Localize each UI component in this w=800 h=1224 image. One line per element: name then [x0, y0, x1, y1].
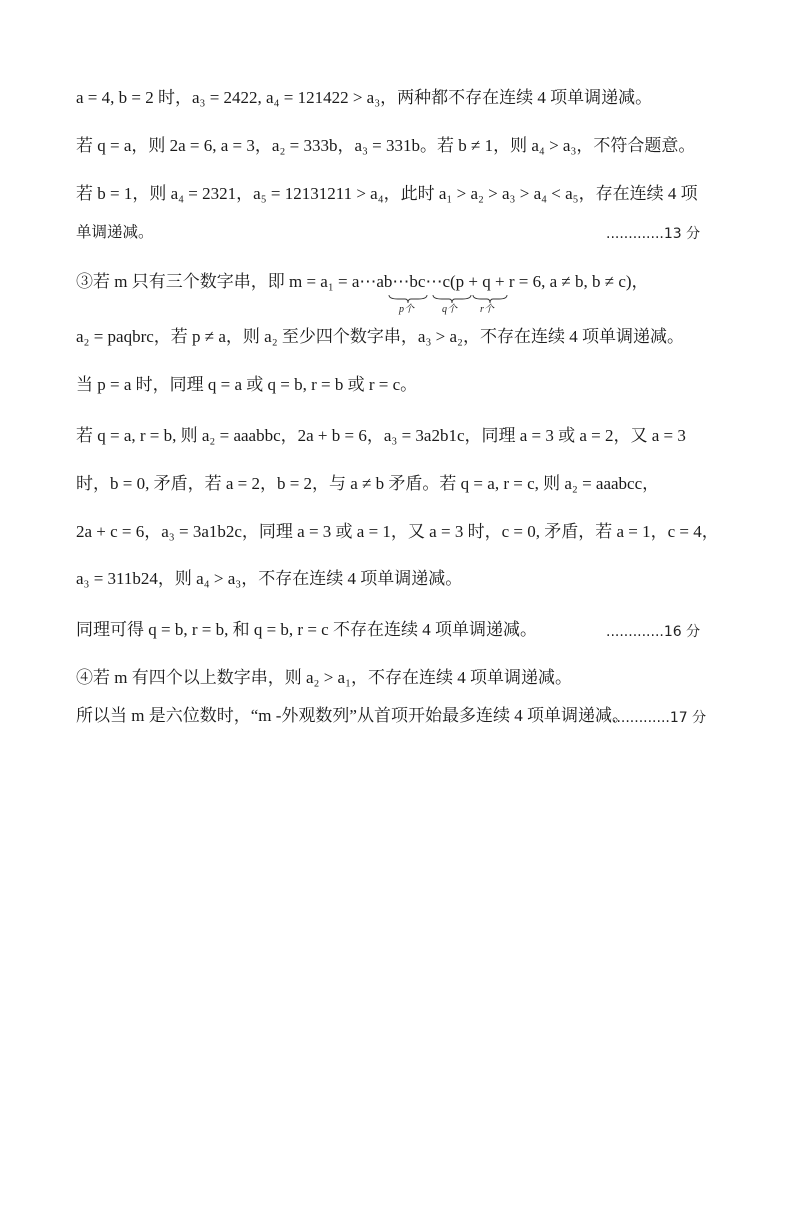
- underbrace-label-p: p个: [399, 304, 414, 315]
- text-line-5: ③若 m 只有三个数字串，即 m = a₁ = a⋯ab⋯bc⋯c(p + q + r = 6, a ≠ b, b ≠ c)，: [76, 272, 649, 291]
- text-line-7: 当 p = a 时，同理 q = a 或 q = b, r = b 或 r = c。: [76, 375, 418, 394]
- text-line-14: 所以当 m 是六位数时，“m -外观数列”从首项开始最多连续 4 项单调递减。: [76, 706, 629, 725]
- text-line-3: 若 b = 1，则 a₄ = 2321，a₅ = 12131211 > a₄，此时 a₁ > a₂ > a₃ > a₄ < a₅，存在连续 4 项: [76, 184, 698, 203]
- score-13: .............13 分: [606, 226, 701, 242]
- text-line-10: 2a + c = 6，a₃ = 3a1b2c，同理 a = 3 或 a = 1，又 a = 3 时，c = 0, 矛盾，若 a = 1，c = 4，: [76, 522, 719, 541]
- text-line-11: a₃ = 311b24，则 a₄ > a₃，不存在连续 4 项单调递减。: [76, 569, 463, 588]
- text-line-12: 同理可得 q = b, r = b, 和 q = b, r = c 不存在连续 4 项单调递减。: [76, 620, 537, 639]
- text-line-1: a = 4, b = 2 时，a₃ = 2422, a₄ = 121422 > a₃，两种都不存在连续 4 项单调递减。: [76, 88, 653, 107]
- score-17: .............17 分: [612, 710, 707, 726]
- text-line-4: 单调递减。: [76, 223, 154, 241]
- underbrace-label-r: r个: [480, 304, 494, 315]
- text-line-6: a₂ = paqbrc，若 p ≠ a，则 a₂ 至少四个数字串，a₃ > a₂，不存在连续 4 项单调递减。: [76, 327, 684, 346]
- text-line-8: 若 q = a, r = b, 则 a₂ = aaabbc，2a + b = 6，a₃ = 3a2b1c，同理 a = 3 或 a = 2，又 a = 3: [76, 426, 686, 445]
- text-line-9: 时，b = 0, 矛盾，若 a = 2，b = 2，与 a ≠ b 矛盾。若 q = a, r = c, 则 a₂ = aaabcc，: [76, 474, 660, 493]
- text-line-2: 若 q = a，则 2a = 6, a = 3，a₂ = 333b，a₃ = 331b。若 b ≠ 1，则 a₄ > a₃，不符合题意。: [76, 136, 696, 155]
- score-16: .............16 分: [606, 624, 701, 640]
- underbrace-label-q: q个: [442, 304, 457, 315]
- text-line-13: ④若 m 有四个以上数字串，则 a₂ > a₁，不存在连续 4 项单调递减。: [76, 668, 573, 687]
